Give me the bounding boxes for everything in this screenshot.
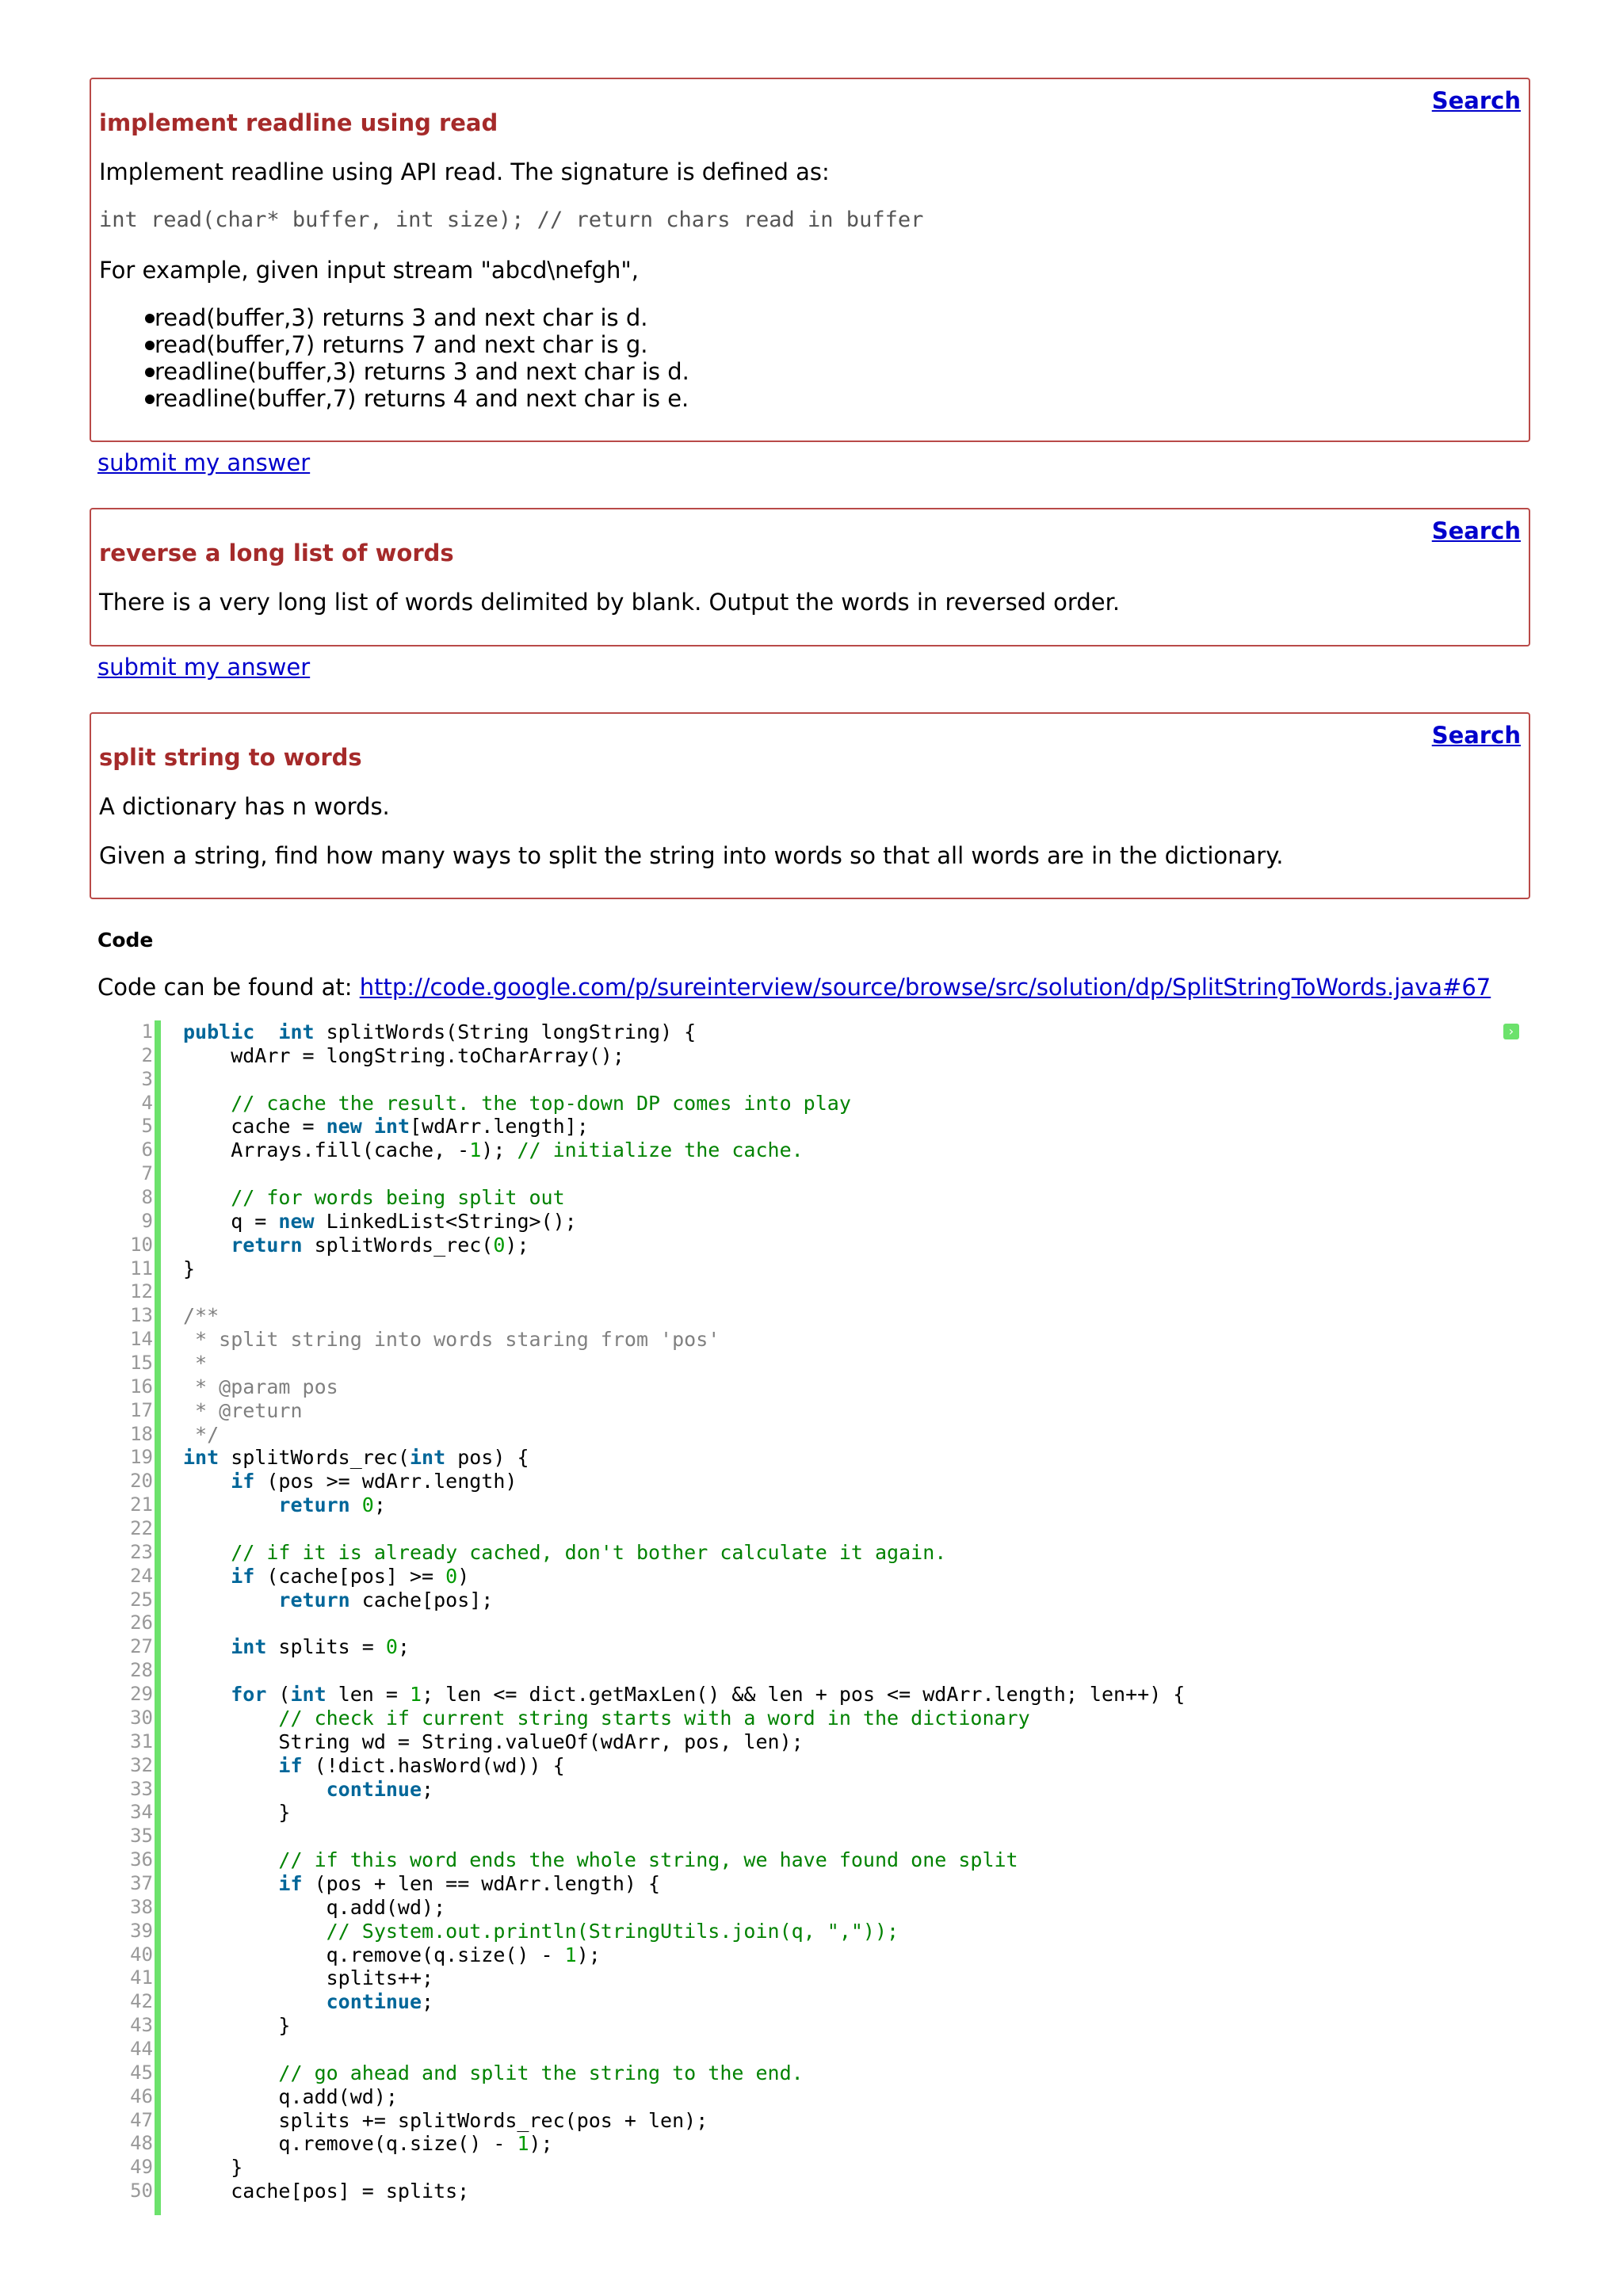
line-number: 13	[130, 1304, 153, 1327]
line-number: 19	[130, 1446, 153, 1469]
line-number: 41	[130, 1966, 153, 1989]
code-line	[183, 1375, 1185, 1399]
code-line	[183, 1966, 1185, 1990]
search-link[interactable]: Search	[1431, 517, 1521, 544]
line-number: 7	[141, 1162, 153, 1185]
code-token	[350, 1493, 362, 1516]
line-number: 22	[130, 1517, 153, 1540]
code-token: (pos + len == wdArr.length) {	[302, 1871, 661, 1895]
code-token	[183, 1707, 278, 1730]
code-token: );	[481, 1138, 517, 1162]
code-token	[183, 1754, 278, 1777]
line-number: 34	[130, 1801, 153, 1824]
code-token: 1	[517, 2132, 529, 2156]
code-line	[183, 1589, 1185, 1612]
code-token: new	[278, 1209, 315, 1233]
code-token: return	[278, 1493, 350, 1517]
code-line	[183, 1730, 1185, 1754]
code-token: // initialize the cache.	[517, 1138, 804, 1162]
code-token: int	[290, 1683, 327, 1707]
code-token: String wd = String.valueOf(wdArr, pos, len);	[183, 1730, 804, 1753]
problem-card	[90, 712, 1530, 899]
code-token: len =	[326, 1683, 410, 1707]
code-block	[97, 1020, 1530, 2215]
example-item: read(buffer,3) returns 3 and next char is d.	[99, 304, 689, 331]
code-line	[183, 1257, 1185, 1281]
code-token: 0	[493, 1233, 506, 1257]
code-token: q.remove(q.size() -	[183, 2132, 517, 2156]
line-number: 42	[130, 1990, 153, 2013]
code-token: q.add(wd);	[183, 1895, 446, 1919]
code-token: );	[576, 1943, 601, 1966]
code-token: * @return	[183, 1398, 303, 1422]
line-number: 16	[130, 1375, 153, 1398]
code-token	[183, 1092, 231, 1115]
code-line	[183, 2014, 1185, 2038]
code-line	[183, 1399, 1185, 1423]
code-token: );	[529, 2132, 553, 2156]
function-signature: int read(char* buffer, int size); // return chars read in buffer	[99, 208, 924, 232]
code-token: if	[278, 1753, 303, 1777]
view-source-icon[interactable]: ›	[1503, 1024, 1519, 1039]
code-line	[183, 1825, 1185, 1848]
example-item: readline(buffer,7) returns 4 and next char is e.	[99, 385, 689, 412]
code-token: splitWords_rec(	[302, 1233, 494, 1257]
code-token: )	[457, 1564, 470, 1588]
code-token: }	[183, 1801, 291, 1825]
code-token: // go ahead and split the string to the end.	[278, 2061, 804, 2084]
code-line	[183, 1020, 1185, 1044]
line-number: 40	[130, 1943, 153, 1966]
code-line	[183, 1778, 1185, 1802]
code-line	[183, 1611, 1185, 1635]
code-token: /**	[183, 1304, 220, 1328]
line-number: 10	[130, 1233, 153, 1256]
code-line	[183, 1635, 1185, 1659]
code-token: // System.out.println(StringUtils.join(q, ","));	[326, 1919, 899, 1943]
code-token: cache[pos];	[349, 1588, 494, 1611]
code-token: splitWords_rec(	[219, 1446, 410, 1470]
code-line	[183, 1328, 1185, 1352]
problem-card	[90, 78, 1530, 442]
code-token: int	[183, 1446, 220, 1470]
line-number: 45	[130, 2061, 153, 2084]
line-number: 23	[130, 1540, 153, 1563]
example-list	[99, 304, 689, 412]
line-number: 15	[130, 1352, 153, 1375]
code-token: pos) {	[445, 1446, 529, 1470]
code-token: int	[278, 1020, 315, 1043]
code-token: }	[183, 1257, 196, 1280]
code-token	[183, 1470, 231, 1493]
code-token: int	[409, 1446, 446, 1470]
problem-text: A dictionary has n words.	[99, 793, 390, 820]
line-number: 33	[130, 1777, 153, 1800]
code-line	[183, 1754, 1185, 1778]
code-token: cache =	[183, 1115, 327, 1138]
line-number: 5	[141, 1115, 153, 1138]
code-token	[183, 1990, 327, 2013]
line-number: 39	[130, 1919, 153, 1942]
line-number: 43	[130, 2014, 153, 2037]
code-token	[183, 1920, 327, 1943]
code-token: ;	[422, 1990, 434, 2014]
line-number: 29	[130, 1683, 153, 1706]
problem-title: reverse a long list of words	[99, 540, 454, 566]
problem-title: implement readline using read	[99, 109, 498, 136]
line-number: 18	[130, 1422, 153, 1445]
code-token	[183, 1186, 231, 1209]
line-number: 35	[130, 1825, 153, 1848]
line-number: 32	[130, 1753, 153, 1776]
code-token	[183, 1683, 231, 1706]
code-token: 0	[385, 1635, 398, 1659]
code-line	[183, 1541, 1185, 1565]
code-token: return	[231, 1233, 303, 1257]
code-token: // cache the result. the top-down DP comes into play	[231, 1091, 851, 1115]
code-token: * split string into words staring from 'pos'	[183, 1328, 720, 1352]
code-line	[183, 2109, 1185, 2133]
line-number: 26	[130, 1611, 153, 1634]
code-token	[183, 1234, 231, 1257]
code-token: // if it is already cached, don't bother calculate it again.	[231, 1540, 947, 1564]
code-token	[183, 1635, 231, 1658]
code-line	[183, 1990, 1185, 2014]
line-number: 4	[141, 1091, 153, 1114]
line-number: 48	[130, 2132, 153, 2155]
code-token: int	[231, 1635, 267, 1659]
line-number: 47	[130, 2108, 153, 2131]
line-number: 27	[130, 1635, 153, 1658]
code-line	[183, 1352, 1185, 1375]
code-token: for	[231, 1683, 267, 1707]
example-item: read(buffer,7) returns 7 and next char is g.	[99, 331, 689, 358]
code-line	[183, 1470, 1185, 1493]
code-token	[183, 1848, 278, 1871]
code-token: continue	[326, 1777, 422, 1801]
code-token: ;	[373, 1493, 386, 1517]
problem-text: Given a string, find how many ways to split the string into words so that all words are in the dictionary.	[99, 842, 1284, 869]
code-token: q =	[183, 1209, 279, 1233]
code-content	[183, 1020, 1185, 2203]
code-token: wdArr = longString.toCharArray();	[183, 1043, 624, 1067]
line-number: 14	[130, 1328, 153, 1351]
code-line	[183, 2156, 1185, 2180]
code-line	[183, 1683, 1185, 1707]
code-token: 1	[469, 1138, 482, 1162]
code-token: [wdArr.length];	[410, 1115, 589, 1138]
line-number: 50	[130, 2180, 153, 2203]
code-token: 1	[410, 1683, 422, 1707]
code-line	[183, 1896, 1185, 1920]
code-heading: Code	[97, 929, 154, 952]
code-token: // for words being split out	[231, 1186, 565, 1210]
code-line	[183, 1848, 1185, 1872]
code-token: */	[183, 1422, 220, 1446]
line-number: 9	[141, 1209, 153, 1232]
code-line	[183, 1517, 1185, 1541]
line-number: 28	[130, 1659, 153, 1682]
problem-card	[90, 508, 1530, 646]
code-token: *	[183, 1352, 208, 1375]
line-number: 46	[130, 2084, 153, 2107]
code-line	[183, 2180, 1185, 2203]
code-line	[183, 1138, 1185, 1162]
code-token: // if this word ends the whole string, we have found one split	[278, 1848, 1018, 1872]
code-token: (cache[pos] >=	[254, 1564, 446, 1588]
line-number: 2	[141, 1043, 153, 1066]
line-number: 49	[130, 2156, 153, 2179]
code-line	[183, 1872, 1185, 1896]
code-token: q.remove(q.size() -	[183, 1943, 565, 1966]
code-token: (	[266, 1683, 291, 1707]
code-token: splits += splitWords_rec(pos + len);	[183, 2108, 708, 2132]
problem-intro: Implement readline using API read. The signature is defined as:	[99, 158, 830, 185]
line-number: 24	[130, 1564, 153, 1587]
submit-answer-link[interactable]: submit my answer	[97, 449, 311, 476]
code-token: if	[278, 1871, 303, 1895]
gutter-bar	[155, 1020, 161, 2215]
code-line	[183, 1186, 1185, 1210]
code-token	[183, 2061, 278, 2084]
problem-example: For example, given input stream "abcd\nefgh",	[99, 257, 639, 284]
code-token: Arrays.fill(cache, -	[183, 1138, 470, 1162]
code-token: if	[231, 1564, 255, 1588]
code-line	[183, 1162, 1185, 1186]
code-token: );	[505, 1233, 529, 1257]
code-line	[183, 1092, 1185, 1116]
code-token: (!dict.hasWord(wd)) {	[302, 1753, 565, 1777]
line-number: 20	[130, 1470, 153, 1493]
code-token	[183, 1872, 278, 1895]
code-line	[183, 1707, 1185, 1730]
code-token	[254, 1020, 278, 1043]
code-line	[183, 2132, 1185, 2156]
code-line	[183, 2038, 1185, 2061]
code-token: LinkedList<String>();	[314, 1209, 577, 1233]
code-line	[183, 1210, 1185, 1234]
code-line	[183, 1423, 1185, 1447]
code-token: 0	[445, 1564, 458, 1588]
line-number: 31	[130, 1730, 153, 1753]
code-token	[362, 1115, 374, 1138]
code-line	[183, 1493, 1185, 1517]
code-token: q.add(wd);	[183, 2084, 398, 2108]
submit-answer-link[interactable]: submit my answer	[97, 654, 311, 681]
source-link[interactable]: http://code.google.com/p/sureinterview/source/browse/src/solution/dp/SplitStringToWords.java#67	[359, 974, 1491, 1001]
code-line	[183, 2085, 1185, 2109]
code-token: }	[183, 2014, 291, 2038]
code-token: ;	[397, 1635, 411, 1659]
line-number: 36	[130, 1848, 153, 1871]
line-number: 12	[130, 1280, 153, 1303]
code-intro	[97, 974, 1491, 1001]
code-token: (pos >= wdArr.length)	[254, 1470, 517, 1493]
code-line	[183, 1234, 1185, 1257]
code-line	[183, 1659, 1185, 1683]
code-token: splits++;	[183, 1966, 434, 1990]
code-line	[183, 1943, 1185, 1967]
code-line	[183, 1068, 1185, 1092]
code-token: 1	[564, 1943, 577, 1966]
code-token: splitWords(String longString) {	[314, 1020, 697, 1043]
code-line	[183, 1565, 1185, 1589]
line-numbers	[97, 1020, 153, 2203]
problem-text: There is a very long list of words delimited by blank. Output the words in reversed order.	[99, 589, 1121, 616]
code-line	[183, 1920, 1185, 1943]
code-token	[183, 1493, 278, 1516]
code-token: new	[326, 1115, 362, 1138]
code-token	[183, 1589, 278, 1611]
line-number: 44	[130, 2037, 153, 2060]
search-link[interactable]: Search	[1431, 87, 1521, 114]
code-token: ; len <= dict.getMaxLen() && len + pos <= wdArr.length; len++) {	[422, 1683, 1186, 1707]
line-number: 30	[130, 1706, 153, 1729]
code-token: // check if current string starts with a word in the dictionary	[278, 1706, 1030, 1730]
code-line	[183, 1115, 1185, 1138]
code-line	[183, 1801, 1185, 1825]
code-token: return	[278, 1588, 350, 1611]
line-number: 8	[141, 1186, 153, 1209]
code-token: }	[183, 2156, 243, 2180]
code-token: public	[183, 1020, 255, 1043]
line-number: 6	[141, 1138, 153, 1161]
code-token	[183, 1541, 231, 1564]
example-item: readline(buffer,3) returns 3 and next char is d.	[99, 358, 689, 385]
problem-title: split string to words	[99, 744, 362, 771]
code-token: if	[231, 1470, 255, 1493]
code-line	[183, 1446, 1185, 1470]
code-line	[183, 2061, 1185, 2085]
line-number: 21	[130, 1493, 153, 1516]
code-token: 0	[361, 1493, 374, 1517]
code-token: cache[pos] = splits;	[183, 2180, 470, 2203]
line-number: 11	[130, 1257, 153, 1280]
line-number: 37	[130, 1871, 153, 1894]
line-number: 17	[130, 1398, 153, 1421]
code-line	[183, 1280, 1185, 1304]
line-number: 38	[130, 1895, 153, 1918]
line-number: 25	[130, 1588, 153, 1611]
code-intro-label: Code can be found at:	[97, 974, 360, 1001]
code-line	[183, 1304, 1185, 1328]
code-token	[183, 1778, 327, 1801]
code-token	[183, 1565, 231, 1588]
code-token: int	[373, 1115, 410, 1138]
line-number: 3	[141, 1067, 153, 1090]
line-number: 1	[141, 1020, 153, 1043]
code-token: splits =	[266, 1635, 386, 1659]
code-token: * @param pos	[183, 1375, 338, 1398]
code-token: ;	[422, 1777, 434, 1801]
code-line	[183, 1044, 1185, 1068]
code-token: continue	[326, 1990, 422, 2014]
search-link[interactable]: Search	[1431, 722, 1521, 749]
